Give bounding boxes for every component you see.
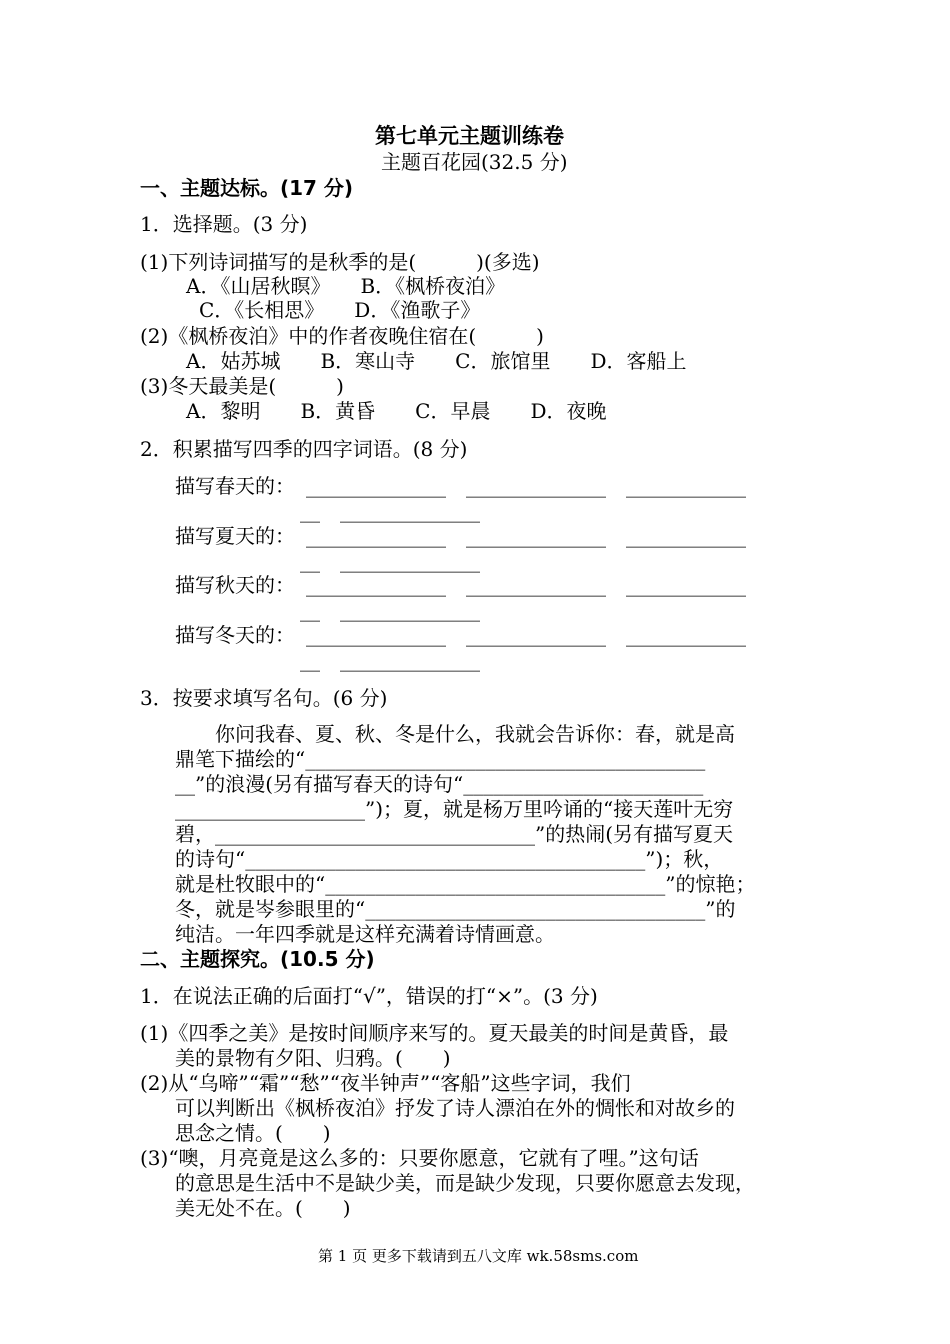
- question-3-line: 你问我春、夏、秋、冬是什么，我就会告诉你：春，就是高: [175, 722, 735, 746]
- section-1-heading: 一、主题达标。(17 分): [140, 176, 354, 200]
- autumn-blanks[interactable]: ______________ ______________ ____________: [306, 573, 746, 597]
- question-1-sub3: (3)冬天最美是( ): [140, 374, 344, 398]
- winter-label: 描写冬天的：: [175, 623, 295, 647]
- summer-blanks[interactable]: ______________ ______________ ____________: [306, 524, 746, 548]
- question-1-sub2-options: A．姑苏城 B．寒山寺 C．旅馆里 D．客船上: [186, 349, 687, 373]
- judgement-item: (3)“噢，月亮竟是这么多的：只要你愿意，它就有了哩。”这句话: [140, 1146, 699, 1170]
- section-2-question-1-title: 1．在说法正确的后面打“√”，错误的打“×”。(3 分): [140, 984, 598, 1008]
- question-3-line: 冬，就是岑参眼里的“__________________________________”的: [175, 897, 736, 921]
- question-3-line: __”的浪漫(另有描写春天的诗句“________________________: [175, 772, 704, 796]
- page-subtitle: 主题百花园(32.5 分): [381, 150, 568, 174]
- question-3-line: 纯洁。一年四季就是这样充满着诗情画意。: [175, 922, 555, 946]
- question-3-line: 的诗句“________________________________________”)；秋，: [175, 847, 724, 871]
- page-footer: 第 1 页 更多下载请到五八文库 wk.58sms.com: [318, 1247, 639, 1265]
- autumn-blanks-cont[interactable]: __ ______________: [300, 598, 480, 622]
- judgement-item: 美无处不在。( ): [175, 1196, 351, 1220]
- question-1-sub1-options-a: A．《山居秋暝》 B．《枫桥夜泊》: [186, 274, 506, 298]
- question-3-line: 就是杜牧眼中的“__________________________________”的惊艳；: [175, 872, 756, 896]
- question-1-sub1-options-b: C．《长相思》 D．《渔歌子》: [199, 298, 481, 322]
- summer-label: 描写夏天的：: [175, 524, 295, 548]
- question-1-sub2: (2)《枫桥夜泊》中的作者夜晚住宿在( ): [140, 324, 544, 348]
- question-1-sub3-options: A．黎明 B．黄昏 C．早晨 D．夜晚: [186, 399, 607, 423]
- question-1-title: 1．选择题。(3 分): [140, 212, 308, 236]
- page-title: 第七单元主题训练卷: [375, 124, 564, 148]
- winter-blanks[interactable]: ______________ ______________ ____________: [306, 623, 746, 647]
- question-3-line: ___________________”)；夏，就是杨万里吟诵的“接天莲叶无穷: [175, 797, 734, 821]
- spring-blanks[interactable]: ______________ ______________ ____________: [306, 474, 746, 498]
- summer-blanks-cont[interactable]: __ ______________: [300, 549, 480, 573]
- spring-label: 描写春天的：: [175, 474, 295, 498]
- question-3-line: 鼎笔下描绘的“________________________________________: [175, 747, 706, 771]
- winter-blanks-cont[interactable]: __ ______________: [300, 648, 480, 672]
- judgement-item: (2)从“乌啼”“霜”“愁”“夜半钟声”“客船”这些字词，我们: [140, 1071, 631, 1095]
- question-1-sub1: (1)下列诗词描写的是秋季的是( )(多选): [140, 250, 540, 274]
- question-3-title: 3．按要求填写名句。(6 分): [140, 686, 388, 710]
- question-2-title: 2．积累描写四季的四字词语。(8 分): [140, 437, 468, 461]
- question-3-line: 碧，________________________________”的热闹(另有描写夏天: [175, 822, 734, 846]
- section-2-heading: 二、主题探究。(10.5 分): [140, 947, 375, 971]
- judgement-item: 思念之情。( ): [175, 1121, 331, 1145]
- judgement-item: 美的景物有夕阳、归鸦。( ): [175, 1046, 451, 1070]
- judgement-item: 可以判断出《枫桥夜泊》抒发了诗人漂泊在外的惆怅和对故乡的: [175, 1096, 735, 1120]
- spring-blanks-cont[interactable]: __ ______________: [300, 499, 480, 523]
- autumn-label: 描写秋天的：: [175, 573, 295, 597]
- judgement-item: 的意思是生活中不是缺少美，而是缺少发现，只要你愿意去发现，: [175, 1171, 755, 1195]
- judgement-item: (1)《四季之美》是按时间顺序来写的。夏天最美的时间是黄昏，最: [140, 1021, 729, 1045]
